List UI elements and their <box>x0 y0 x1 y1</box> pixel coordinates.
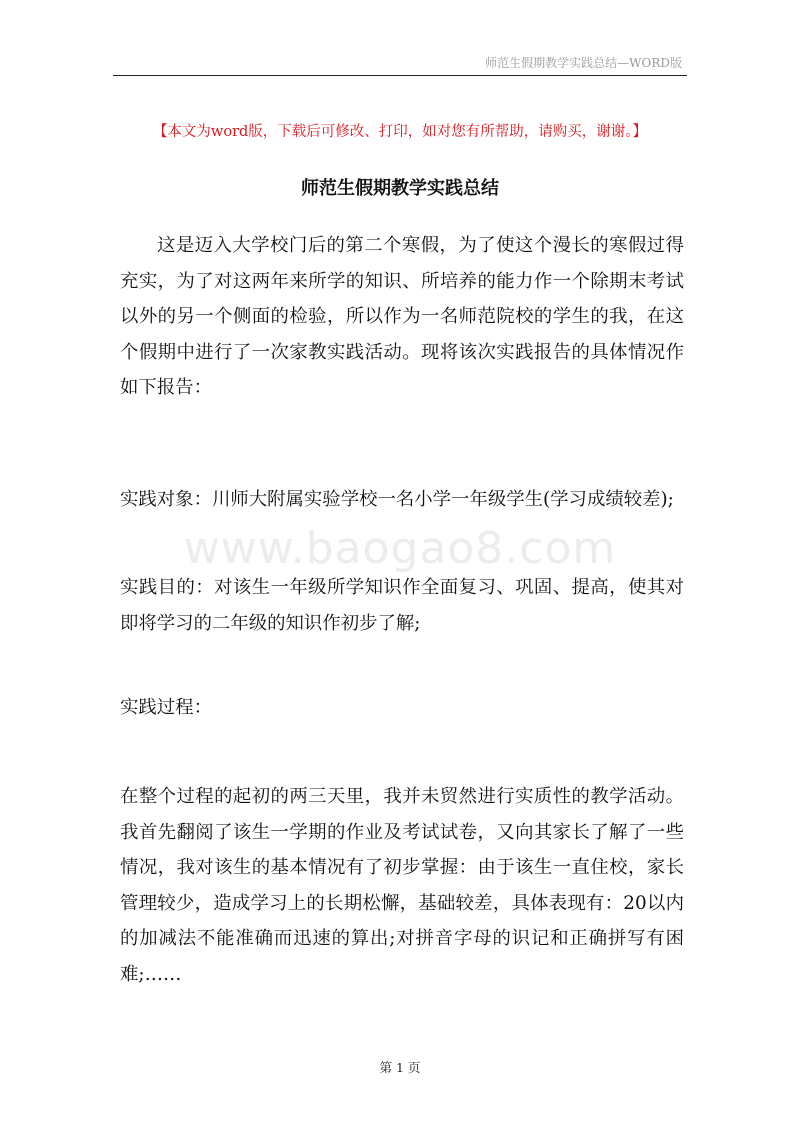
header-divider <box>113 75 687 76</box>
running-header: 师范生假期教学实践总结—WORD版 <box>485 56 682 70</box>
document-title: 师范生假期教学实践总结 <box>301 178 499 199</box>
purchase-notice: 【本文为word版，下载后可修改、打印，如对您有所帮助，请购买，谢谢。】 <box>152 124 648 140</box>
page-number: 第 1 页 <box>379 1060 421 1075</box>
paragraph-intro: 这是迈入大学校门后的第二个寒假，为了使这个漫长的寒假过得充实，为了对这两年来所学的知识、所培养的能力作一个除期末考试以外的另一个侧面的检验，所以作为一名师范院校的学生的我，在这个假期中进行了一次家教实践活动。现将该次实践报告的具体情况作如下报告： <box>120 235 684 399</box>
paragraph-practice-object: 实践对象：川师大附属实验学校一名小学一年级学生(学习成绩较差); <box>120 489 674 510</box>
paragraph-process-label: 实践过程： <box>120 697 212 718</box>
paragraph-practice-purpose: 实践目的：对该生一年级所学知识作全面复习、巩固、提高，使其对即将学习的二年级的知识作初步了解; <box>120 577 684 634</box>
paragraph-process: 在整个过程的起初的两三天里，我并未贸然进行实质性的教学活动。我首先翻阅了该生一学期的作业及考试试卷，又向其家长了解了一些情况，我对该生的基本情况有了初步掌握：由于该生一直住校，家长管理较少，造成学习上的长期松懈，基础较差，具体表现有：20以内的加减法不能准确而迅速的算出;对拼音字母的识记和正确拼写有困难;…… <box>120 786 684 985</box>
watermark: www.baogao8.com <box>183 523 617 574</box>
